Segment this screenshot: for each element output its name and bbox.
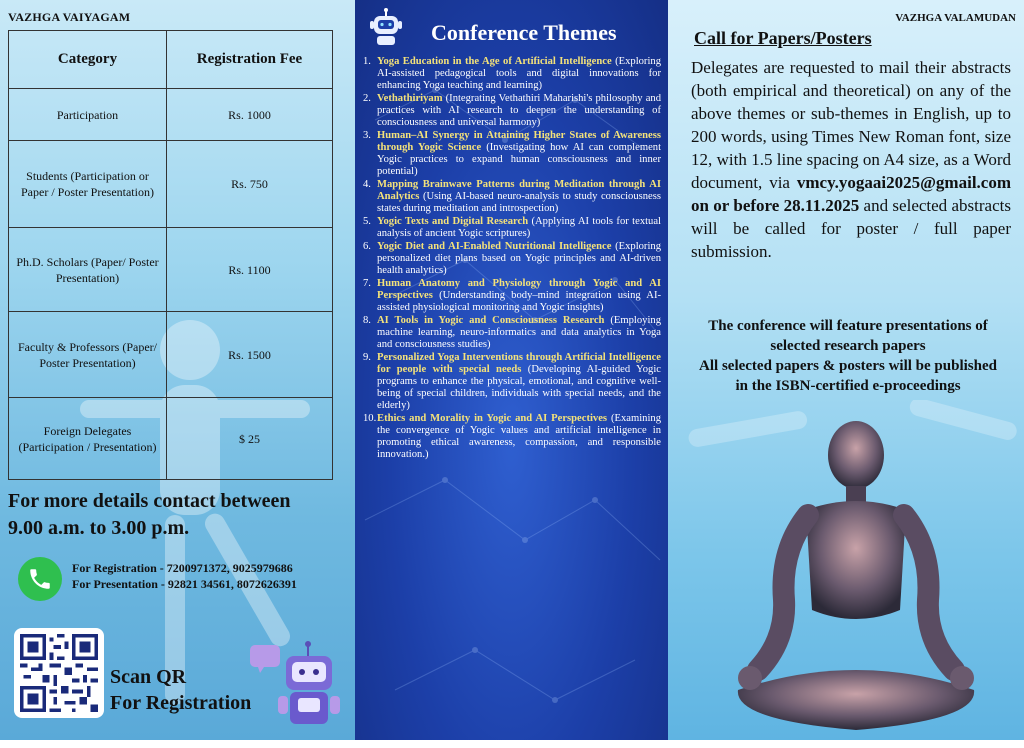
theme-number: 8. [363, 315, 371, 326]
list-item [363, 130, 661, 178]
category-cell: Faculty & Professors (Paper/ Poster Presentation) [9, 312, 167, 398]
contact-heading [8, 488, 343, 542]
list-item [363, 93, 661, 129]
theme-number: 7. [363, 278, 371, 289]
theme-title: Personalized Yoga Interventions through Artificial Intelligence for people with special needs [377, 352, 661, 375]
presentation-phone[interactable]: For Presentation - 92821 34561, 8072626391 [72, 577, 297, 591]
scan-qr-label [110, 664, 251, 716]
category-cell: Students (Participation or Paper / Poster Presentation) [9, 141, 167, 228]
table-row [9, 398, 333, 480]
conference-themes-panel [355, 0, 668, 740]
table-row [9, 141, 333, 228]
feature-line: The conference will feature presentations of selected research papers [708, 318, 988, 354]
robot-head-icon [369, 8, 403, 46]
theme-number: 2. [363, 93, 371, 104]
theme-number: 1. [363, 56, 371, 67]
list-item [363, 179, 661, 215]
theme-title: Yogic Diet and AI-Enabled Nutritional Intelligence [377, 241, 612, 252]
list-item [363, 241, 661, 277]
for-registration-line: For Registration [110, 692, 252, 714]
cfp-body [691, 56, 1011, 263]
call-for-papers-panel [668, 0, 1024, 740]
theme-number: 4. [363, 179, 371, 190]
theme-description: (Investigating how AI can complement Yogic practices to expand human consciousness and inner potential) [377, 142, 662, 177]
fee-cell: Rs. 750 [167, 141, 333, 228]
table-header-category: Category [9, 31, 167, 89]
cfp-text: Delegates are requested to mail their abstracts (both empirical and theoretical) on any of the above themes or sub-themes in English, up to 200 words, using Times New Roman font, size 12, with 1.5 line spacing on A4 size, as a Word document, via [691, 58, 1011, 192]
table-row [9, 228, 333, 312]
bottom-border [0, 740, 1024, 748]
cfp-text-end: and selected abstracts will be called for poster / full paper submission. [691, 196, 1011, 261]
theme-number: 3. [363, 130, 371, 141]
phone-icon [18, 557, 62, 601]
theme-title: Mapping Brainwave Patterns during Meditation through AI Analytics [377, 179, 661, 202]
robot-mascot-icon [250, 640, 345, 730]
qr-code[interactable] [14, 628, 104, 718]
brand-text: VAZHGA VALAMUDAN [895, 12, 1016, 24]
table-row [9, 312, 333, 398]
list-item [363, 216, 661, 240]
meditating-robot-image [688, 400, 1024, 740]
contact-hours: 9.00 a.m. to 3.00 p.m. [8, 517, 190, 539]
category-cell: Foreign Delegates (Participation / Presentation) [9, 398, 167, 480]
list-item [363, 278, 661, 314]
conference-feature-note [698, 316, 998, 396]
fee-cell: Rs. 1000 [167, 89, 333, 141]
list-item [363, 352, 661, 412]
list-item [363, 413, 661, 461]
deadline-date: before 28.11.2025 [733, 196, 860, 215]
theme-title: Yoga Education in the Age of Artificial Intelligence [377, 56, 612, 67]
publication-line: All selected papers & posters will be published in the ISBN-certified e-proceedings [699, 358, 997, 394]
theme-description: (Applying AI tools for textual analysis of ancient Yogic scriptures) [377, 216, 662, 239]
theme-title: Vethathiriyam [377, 93, 443, 104]
list-item [363, 315, 661, 351]
cfp-title: Call for Papers/Posters [694, 28, 872, 48]
theme-title: AI Tools in Yogic and Consciousness Research [377, 315, 605, 326]
registration-phone[interactable]: For Registration - 7200971372, 9025979686 [72, 561, 293, 575]
theme-number: 5. [363, 216, 371, 227]
theme-description: (Exploring AI-assisted pedagogical tools and digital innovations for enhancing Yoga teaching and learning) [377, 56, 661, 91]
category-cell: Ph.D. Scholars (Paper/ Poster Presentation) [9, 228, 167, 312]
brand-text: VAZHGA VAIYAGAM [8, 10, 131, 24]
theme-description: (Exploring personalized diet plans based on Yogic principles and AI-driven health analytics) [377, 241, 662, 276]
submission-email[interactable]: vmcy.yogaai2025@gmail.com [796, 173, 1011, 192]
category-cell: Participation [9, 89, 167, 141]
scan-qr-line: Scan QR [110, 666, 187, 688]
table-header-fee: Registration Fee [167, 31, 333, 89]
themes-list [363, 56, 661, 462]
theme-description: (Employing machine learning, neuro-informatics and data analytics in Yoga and consciousness studies) [377, 315, 661, 350]
theme-number: 6. [363, 241, 371, 252]
theme-number: 9. [363, 352, 371, 363]
theme-description: (Examining the convergence of Yogic values and artificial intelligence in promoting ethical awareness, compassion, and responsible innovation.) [377, 413, 661, 460]
theme-description: (Developing AI-guided Yogic programs to enhance the physical, emotional, and cognitive well-being of special children, individuals with special needs, and the elderly) [377, 364, 661, 411]
table-row [9, 89, 333, 141]
fee-cell: Rs. 1100 [167, 228, 333, 312]
left-panel [0, 0, 355, 740]
theme-title: Human Anatomy and Physiology through Yogic and AI Perspectives [377, 278, 661, 301]
list-item [363, 56, 661, 92]
registration-fee-table [8, 30, 333, 480]
cfp-text-on-or: on or [691, 196, 734, 215]
theme-title: Human–AI Synergy in Attaining Higher States of Awareness through Yogic Science [377, 130, 661, 153]
theme-title: Ethics and Morality in Yogic and AI Perspectives [377, 413, 608, 424]
theme-title: Yogic Texts and Digital Research [377, 216, 529, 227]
theme-description: (Using AI-based neuro-analysis to study consciousness states during meditation and introspection) [377, 191, 661, 214]
theme-description: (Understanding body–mind integration using AI-assisted physiological monitoring and Yogic insights) [377, 290, 661, 313]
fee-cell: Rs. 1500 [167, 312, 333, 398]
theme-description: (Integrating Vethathiri Maharishi's philosophy and practices with AI research to deepen the understanding of consciousness and universal harmony) [377, 93, 661, 128]
contact-numbers [72, 560, 297, 592]
fee-cell: $ 25 [167, 398, 333, 480]
theme-number: 10. [363, 413, 377, 424]
themes-title: Conference Themes [431, 20, 617, 45]
contact-heading-line: For more details contact between [8, 490, 291, 512]
